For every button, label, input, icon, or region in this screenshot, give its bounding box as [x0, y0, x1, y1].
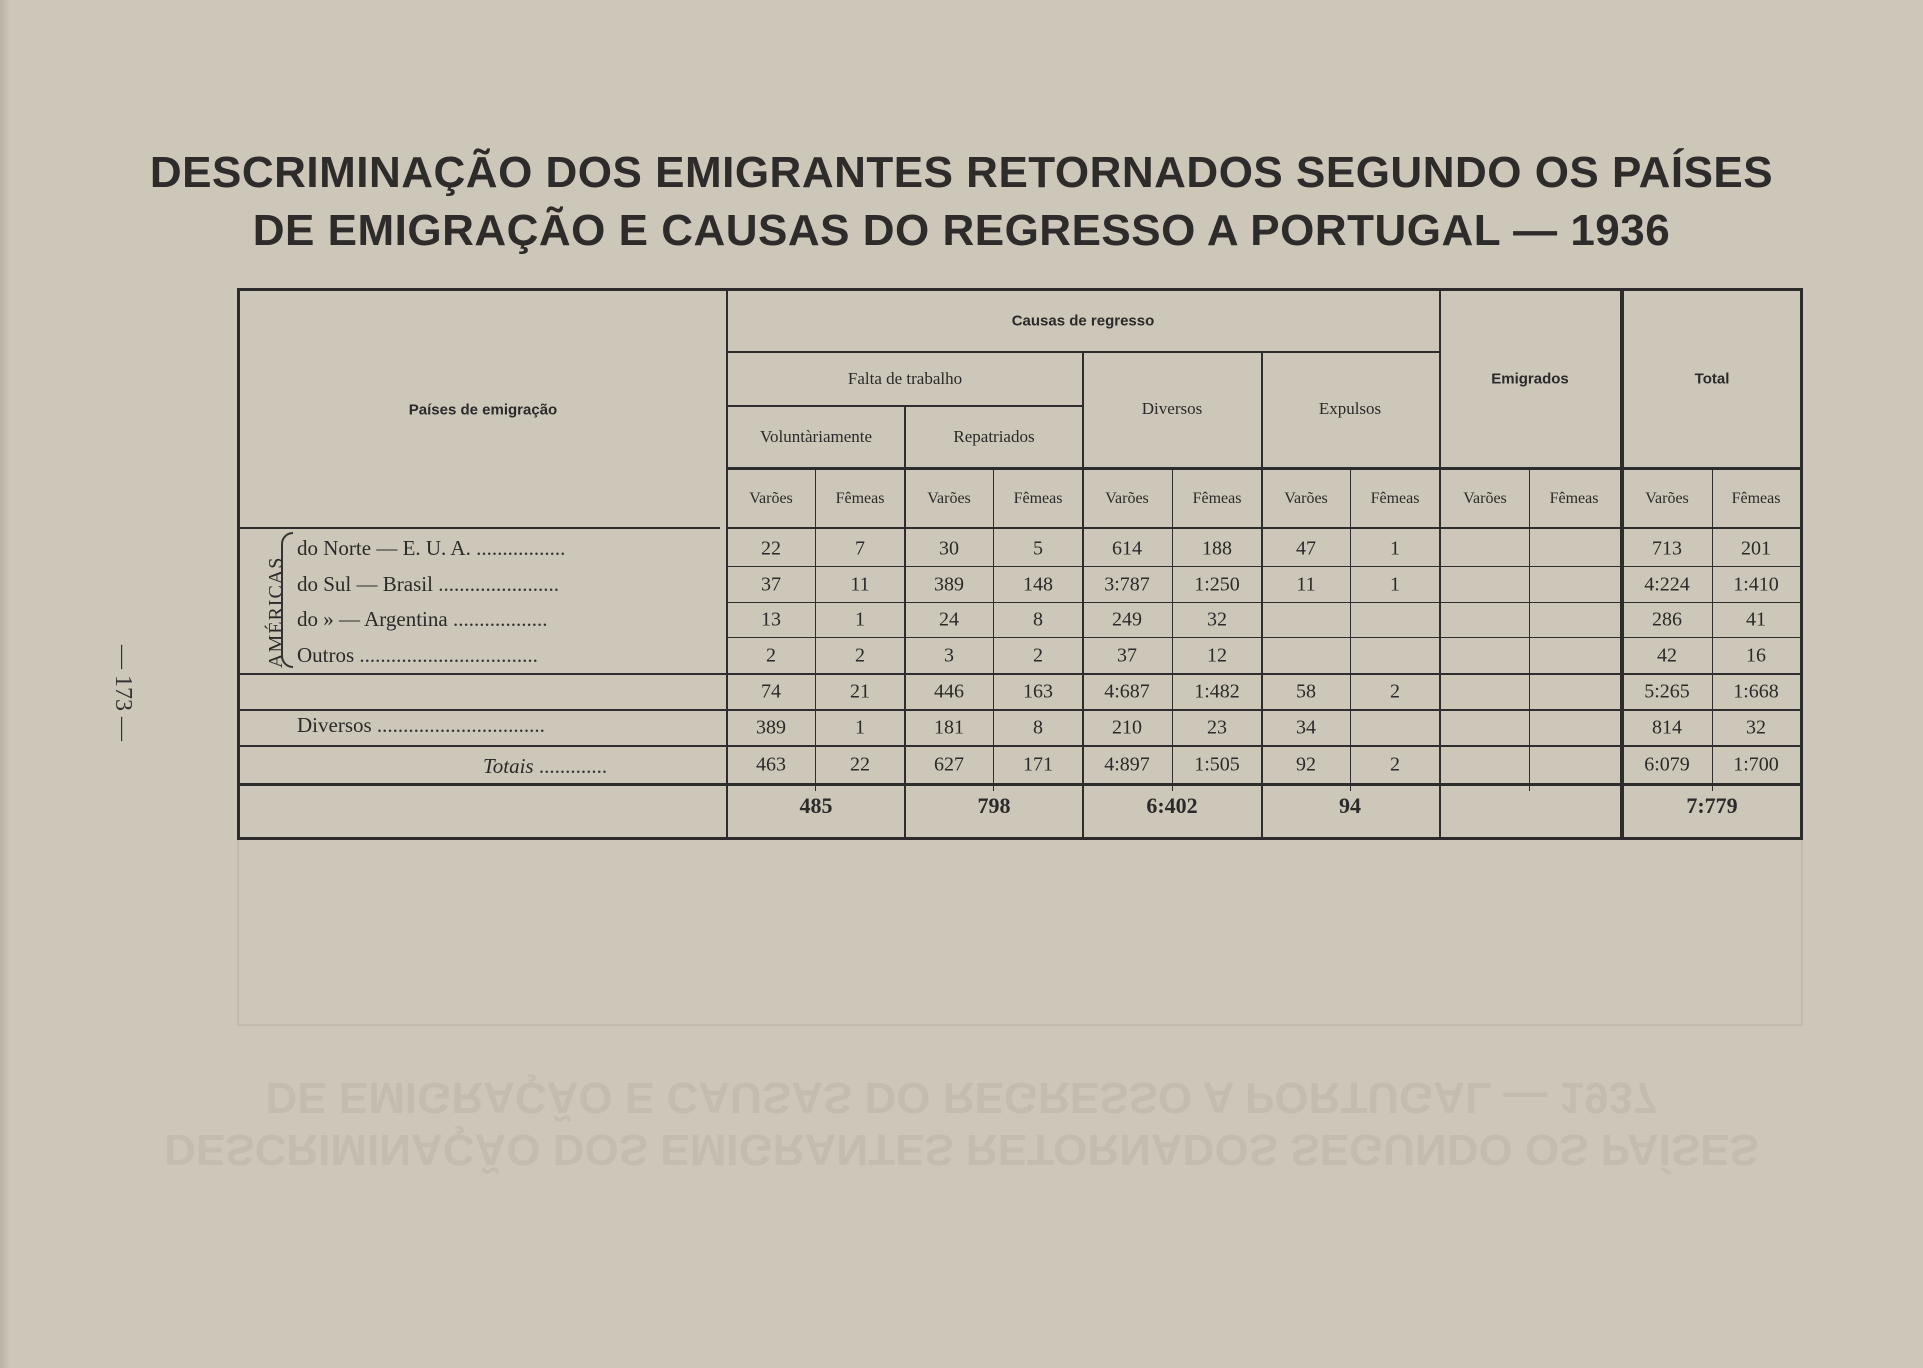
- table-cell: 163: [1023, 680, 1053, 703]
- grand-total-total: 7:779: [1686, 793, 1738, 818]
- table-cell: 34: [1296, 716, 1316, 739]
- table-cell: 92: [1296, 753, 1316, 776]
- header-paises: Países de emigração: [408, 401, 558, 419]
- row-label: Diversos ................................: [297, 713, 545, 737]
- row-label: Outros ..................................: [297, 643, 538, 667]
- table-cell: 22: [850, 753, 870, 776]
- table-cell: 2: [1033, 644, 1043, 667]
- row-label: do » — Argentina ..................: [297, 607, 548, 631]
- header-voluntariamente: Voluntàriamente: [759, 427, 873, 446]
- header-diversos: Diversos: [1141, 399, 1203, 418]
- table-cell: 11: [850, 573, 870, 596]
- subheader-femeas: Fêmeas: [1013, 490, 1063, 507]
- table-cell: 5: [1033, 537, 1043, 560]
- table-cell: 389: [756, 716, 786, 739]
- table-cell: 37: [1117, 644, 1137, 667]
- table-cell: 201: [1741, 537, 1771, 560]
- table-cell: 389: [934, 573, 964, 596]
- subheader-femeas: Fêmeas: [1549, 490, 1599, 507]
- table-cell: 171: [1023, 753, 1053, 776]
- table-cell: 1:505: [1194, 753, 1240, 776]
- subheader-varoes: Varões: [749, 490, 793, 507]
- table-cell: 4:687: [1104, 680, 1150, 703]
- row-label: Totais .............: [483, 754, 608, 778]
- subheader-varoes: Varões: [1105, 490, 1149, 507]
- table-cell: 249: [1112, 608, 1142, 631]
- subheader-femeas: Fêmeas: [1192, 490, 1242, 507]
- table-cell: 24: [939, 608, 959, 631]
- table-cell: 6:079: [1644, 753, 1690, 776]
- grand-total-diversos: 6:402: [1146, 793, 1198, 818]
- subheader-varoes: Varões: [1645, 490, 1689, 507]
- subheader-femeas: Fêmeas: [835, 490, 885, 507]
- header-expulsos: Expulsos: [1318, 399, 1382, 418]
- table-cell: 814: [1652, 716, 1682, 739]
- table-cell: 58: [1296, 680, 1316, 703]
- table-cell: 1: [855, 608, 865, 631]
- table-cell: 2: [1390, 753, 1400, 776]
- table-cell: 32: [1746, 716, 1766, 739]
- table-cell: 627: [934, 753, 964, 776]
- table-cell: 1:700: [1733, 753, 1779, 776]
- page-number: — 173 —: [110, 645, 136, 741]
- table-cell: 1:410: [1733, 573, 1779, 596]
- table-cell: 8: [1033, 608, 1043, 631]
- table-cell: 446: [934, 680, 964, 703]
- table-cell: 12: [1207, 644, 1227, 667]
- bleed-through-table: [237, 840, 1803, 1026]
- header-repatriados: Repatriados: [953, 427, 1035, 446]
- table-cell: 286: [1652, 608, 1682, 631]
- grand-total-expulsos: 94: [1339, 793, 1361, 818]
- table-cell: 463: [756, 753, 786, 776]
- row-label: do Norte — E. U. A. .................: [297, 536, 566, 560]
- table-cell: 22: [761, 537, 781, 560]
- row-label: do Sul — Brasil .......................: [297, 572, 559, 596]
- table-cell: 1: [855, 716, 865, 739]
- grand-total-repatriados: 798: [977, 793, 1011, 818]
- table-cell: 41: [1746, 608, 1766, 631]
- bleed-through-title-1: DE EMIGRAÇÃO E CAUSAS DO REGRESSO A PORTUGAL — 1937: [265, 1073, 1658, 1122]
- header-emigrados: Emigrados: [1491, 370, 1569, 388]
- table-cell: 2: [855, 644, 865, 667]
- table-cell: 1:482: [1194, 680, 1240, 703]
- header-falta: Falta de trabalho: [847, 369, 963, 388]
- table-cell: 47: [1296, 537, 1316, 560]
- table-cell: 7: [855, 537, 865, 560]
- page-title-line-1: DESCRIMINAÇÃO DOS EMIGRANTES RETORNADOS SEGUNDO OS PAÍSES: [149, 148, 1774, 197]
- header-causas: Causas de regresso: [1011, 312, 1155, 330]
- table-cell: 23: [1207, 716, 1227, 739]
- table-cell: 74: [761, 680, 781, 703]
- table-cell: 713: [1652, 537, 1682, 560]
- table-cell: 181: [934, 716, 964, 739]
- table-cell: 3: [944, 644, 954, 667]
- table-cell: 210: [1112, 716, 1142, 739]
- subheader-varoes: Varões: [1284, 490, 1328, 507]
- table-cell: 148: [1023, 573, 1053, 596]
- subheader-varoes: Varões: [1463, 490, 1507, 507]
- table-cell: 1: [1390, 573, 1400, 596]
- table-cell: 21: [850, 680, 870, 703]
- subheader-femeas: Fêmeas: [1370, 490, 1420, 507]
- subheader-varoes: Varões: [927, 490, 971, 507]
- table-cell: 2: [1390, 680, 1400, 703]
- table-cell: 3:787: [1104, 573, 1150, 596]
- table-cell: 16: [1746, 644, 1766, 667]
- group-brace: [281, 532, 293, 668]
- table-cell: 11: [1296, 573, 1316, 596]
- table-cell: 32: [1207, 608, 1227, 631]
- table-cell: 42: [1657, 644, 1677, 667]
- table-cell: 30: [939, 537, 959, 560]
- table-cell: 5:265: [1644, 680, 1690, 703]
- table-cell: 8: [1033, 716, 1043, 739]
- statistics-table: [237, 288, 1803, 840]
- table-cell: 614: [1112, 537, 1142, 560]
- table-cell: 4:897: [1104, 753, 1150, 776]
- table-cell: 2: [766, 644, 776, 667]
- bleed-through-title-2: DESCRIMINAÇÃO DOS EMIGRANTES RETORNADOS SEGUNDO OS PAÍSES: [164, 1125, 1759, 1174]
- group-label-americas: AMÉRICAS: [265, 556, 287, 668]
- table-cell: 1: [1390, 537, 1400, 560]
- grand-total-voluntariamente: 485: [799, 793, 833, 818]
- subheader-femeas: Fêmeas: [1731, 490, 1781, 507]
- table-cell: 13: [761, 608, 781, 631]
- table-cell: 4:224: [1644, 573, 1690, 596]
- table-cell: 1:250: [1194, 573, 1240, 596]
- page-title-line-2: DE EMIGRAÇÃO E CAUSAS DO REGRESSO A PORTUGAL — 1936: [252, 206, 1671, 255]
- table-cell: 37: [761, 573, 781, 596]
- header-total: Total: [1694, 370, 1730, 388]
- table-cell: 1:668: [1733, 680, 1779, 703]
- table-cell: 188: [1202, 537, 1232, 560]
